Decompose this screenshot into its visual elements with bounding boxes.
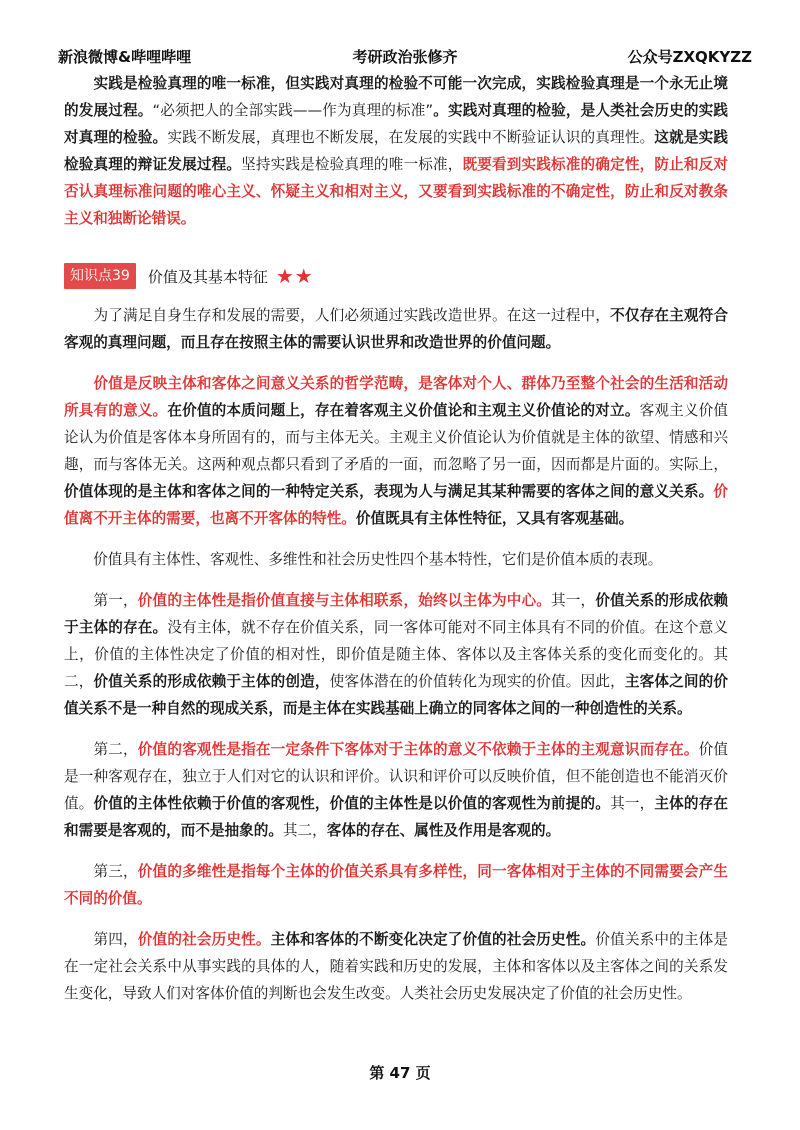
paragraph: [64, 302, 728, 356]
bold-text: 主体和客体的不断变化决定了价值的社会历史性。: [270, 931, 596, 948]
bold-text: 主体的存在和需要是客观的，而不是抽象的。: [64, 795, 728, 839]
bold-text: 实践是检验真理的唯一标准，但实践对真理的检验不可能一次完成，实践检验真理是一个永无止境的发展过程。: [64, 75, 728, 119]
text-run: 坚持实践是检验真理的唯一标准，: [241, 156, 463, 173]
paragraph: [64, 587, 728, 722]
bold-text: 在价值的本质问题上，存在着客观主义价值论和主观主义价值论的对立。: [167, 402, 640, 419]
top-paragraphs: [64, 70, 728, 232]
text-run: 使客体潜在的价值转化为现实的价值。因此，: [329, 673, 625, 690]
text-run: 第一，: [64, 592, 138, 609]
header-weibo-bilibili: 新浪微博&哔哩哔哩: [58, 48, 192, 66]
bold-text: 价值既具有主体性特征，又具有客观基础。: [355, 510, 634, 527]
text-run: 为了满足自身生存和发展的需要，人们必须通过实践改造世界。在这一过程中，: [64, 307, 611, 324]
text-run: 其二，: [282, 822, 327, 839]
paragraph: [64, 858, 728, 912]
text-run: 实践不断发展，真理也不断发展，在发展的实践中不断验证认识的真理性。: [167, 129, 655, 146]
knowledge-point-title: 价值及其基本特征: [147, 267, 268, 286]
knowledge-point-tag: 知识点39: [64, 263, 136, 289]
text-run: 没有主体，就不存在价值关系，同一客体可能对不同主体具有不同的价值。在这个意义上，价值的主体性决定了价值的相对性，即价值是随主体、客体以及主客体关系的变化而变化的。其二，: [64, 619, 728, 690]
highlighted-text: 价值的社会历史性。: [137, 931, 271, 948]
highlighted-text: 价值是反映主体和客体之间意义关系的哲学范畴，是客体对个人、群体乃至整个社会的生活和活动所具有的意义。: [64, 375, 728, 419]
paragraph: [64, 370, 728, 532]
paragraph: [64, 70, 728, 232]
bold-text: 这就是实践检验真理的辩证发展过程。: [64, 129, 728, 173]
bold-text: 价值关系的形成依赖于主体的创造，: [93, 673, 330, 690]
bold-text: 。实践对真理的检验，是人类社会历史的实践对真理的检验。: [64, 102, 728, 146]
header-author: 考研政治张修齐: [352, 48, 458, 66]
main-paragraphs: [64, 302, 728, 1007]
text-run: 第四，: [64, 931, 138, 948]
paragraph: [64, 546, 728, 573]
bold-text: 主客体之间的价值关系不是一种自然的现成关系，而是主体在实践基础上确立的同客体之间的一种创造性的关系。: [64, 673, 728, 717]
highlighted-text: 价值的多维性是指每个主体的价值关系具有多样性，同一客体相对于主体的不同需要会产生不同的价值。: [64, 863, 728, 907]
text-run: 其一，: [551, 592, 596, 609]
highlighted-text: 价值的主体性是指价值直接与主体相联系，始终以主体为中心。: [137, 592, 552, 609]
text-run: 客观主义价值论认为价值是客体本身所固有的，而与主体无关。主观主义价值论认为价值就是主体的欲望、情感和兴趣，而与客体无关。这两种观点都只看到了矛盾的一面，而忽略了另一面，因而都是片面的。实际上，: [64, 402, 728, 473]
highlighted-text: 既要看到实践标准的确定性，防止和反对否认真理标准问题的唯心主义、怀疑主义和相对主义，又要看到实践标准的不确定性，防止和反对教条主义和独断论错误。: [64, 156, 728, 227]
paragraph: [64, 926, 728, 1007]
bold-text: 价值关系的形成依赖于主体的存在。: [64, 592, 728, 636]
bold-text: 价值的主体性依赖于价值的客观性，价值的主体性是以价值的客观性为前提的。: [93, 795, 611, 812]
paragraph: [64, 736, 728, 844]
page-content: [64, 70, 728, 1021]
text-run: [64, 375, 94, 392]
text-run: 价值是一种客观存在，独立于人们对它的认识和评价。认识和评价可以反映价值，但不能创造也不能消灭价值。: [64, 741, 728, 812]
page-header: [58, 46, 752, 68]
text-run: “必须把人的全部实践——作为真理的标准”: [152, 102, 434, 119]
bold-text: 不仅存在主观符合客观的真理问题，而且存在按照主体的需要认识世界和改造世界的价值问题。: [64, 307, 728, 351]
highlighted-text: 价值离不开主体的需要，也离不开客体的特性。: [64, 483, 728, 527]
star-rating-icon: ★★: [275, 264, 314, 288]
header-wechat-account: 公众号ZXQKYZZ: [627, 48, 752, 66]
text-run: 第三，: [64, 863, 138, 880]
text-run: 价值关系中的主体是在一定社会关系中从事实践的具体的人，随着实践和历史的发展，主体和客体以及主客体之间的关系发生变化，导致人们对客体价值的判断也会发生改变。人类社会历史发展决定了价值的社会历史性。: [64, 931, 728, 1002]
knowledge-point-heading: [64, 262, 728, 290]
bold-text: 价值体现的是主体和客体之间的一种特定关系，表现为人与满足其某种需要的客体之间的意义关系。: [64, 483, 714, 500]
text-run: 第二，: [64, 741, 138, 758]
text-run: 价值具有主体性、客观性、多维性和社会历史性四个基本特性，它们是价值本质的表现。: [64, 551, 663, 568]
highlighted-text: 价值的客观性是指在一定条件下客体对于主体的意义不依赖于主体的主观意识而存在。: [137, 741, 699, 758]
page-number: 第 47 页: [369, 1064, 431, 1082]
text-run: 其一，: [610, 795, 655, 812]
bold-text: 客体的存在、属性及作用是客观的。: [326, 822, 561, 839]
